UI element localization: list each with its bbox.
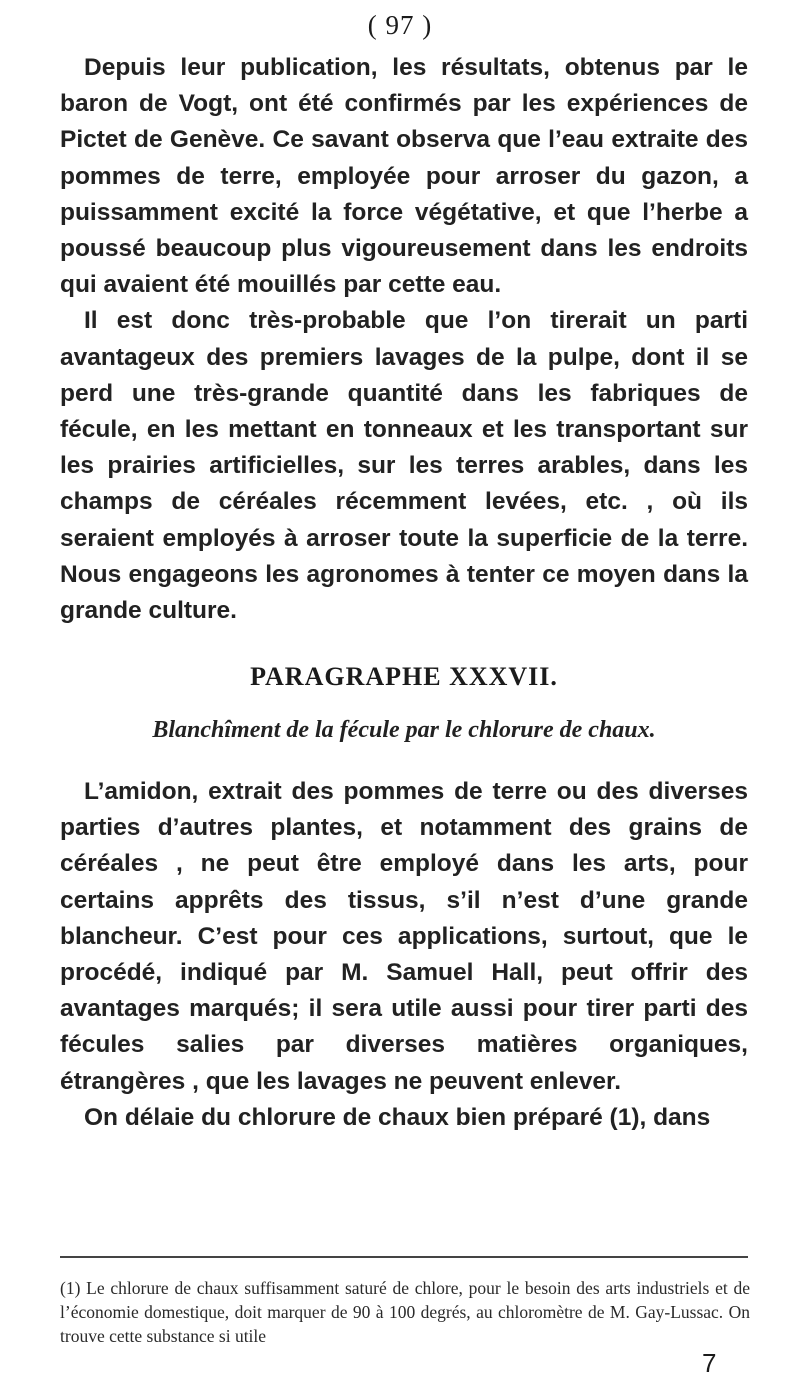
signature-mark: 7 [702,1348,717,1378]
paragraph: On délaie du chlorure de chaux bien préparé (1), dans [84,1103,711,1131]
body-text-bottom [60,774,748,1136]
paragraph: Il est donc très-probable que l’on tirerait un parti avantageux des premiers lavages de la pulpe, dont il se perd une très-grande quantité dans les fabriques de fécule, en les mettant en tonneaux et les transportant sur les prairies artificielles, sur les terres arables, dans les champs de céréales récemment levées, etc. , où ils seraient employés à arroser toute la superficie de la terre. Nous engageons les agronomes à tenter ce moyen dans la grande culture. [60,307,748,625]
paragraph: L’amidon, extrait des pommes de terre ou des diverses parties d’autres plantes, et notamment des grains de céréales , ne peut être employé dans les arts, pour certains apprêts des tissus, s’il n’est d’une grande blancheur. C’est pour ces applications, surtout, que le procédé, indiqué par M. Samuel Hall, peut offrir des avantages marqués; il sera utile aussi pour tirer parti des fécules salies par diverses matières organiques, étrangères , que les lavages ne peuvent enlever. [60,778,748,1095]
page-number: ( 97 ) [367,10,433,40]
section-title: PARAGRAPHE XXXVII. [250,662,558,691]
footnote-divider [60,1256,748,1258]
section-subtitle: Blanchîment de la fécule par le chlorure de chaux. [152,717,656,743]
paragraph: Depuis leur publication, les résultats, obtenus par le baron de Vogt, ont été confirmés par les expériences de Pictet de Genève. Ce savant observa que l’eau extraite des pommes de terre, employée pour arroser du gazon, a puissamment excité la force végétative, et que l’herbe a poussé beaucoup plus vigoureusement dans les endroits qui avaient été mouillés par cette eau. [60,54,748,299]
footnote: (1) Le chlorure de chaux suffisamment saturé de chlore, pour le besoin des arts industriels et de l’économie domestique, doit marquer de 90 à 100 degrés, au chloromètre de M. Gay-Lussac. On trouve cette substance si utile [60,1278,750,1346]
body-text-top [60,50,748,629]
